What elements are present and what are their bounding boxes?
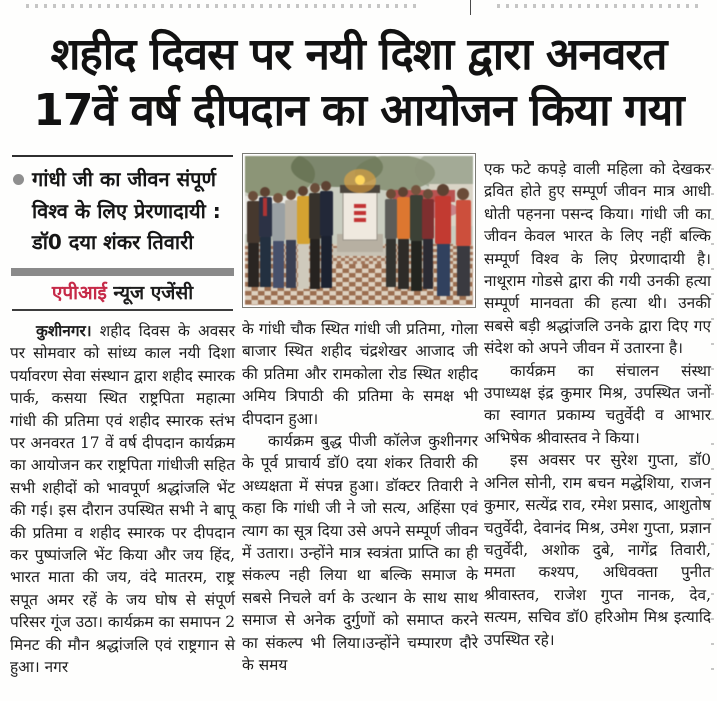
dateline: कुशीनगर। [36,321,92,340]
agency-suffix: न्यूज एजेंसी [106,281,194,304]
paragraph-text: शहीद दिवस के अवसर पर सोमवार को सांध्य काल नयी दिशा पर्यावरण सेवा संस्थान द्वारा शहीद स्मारक पार्क, कसया स्थित राष्ट्रपिता महात्मा गांधी की प्रतिमा एवं शहीद स्मारक स्तंभ पर अनवरत 17 वें वर्ष दीपदान कार्यक्रम का आयोजन कर राष्ट्रपिता गांधीजी सहित सभी शहीदों को भावपूर्ण श्रद्धांजलि भेंट की गई। इस दौरान उपस्थित सभी ने बापू की प्रतिमा व शहीद स्मारक पर दीपदान कर पुष्पांजलि भेंट किया और जय हिंद, भारत माता की जय, वंदे मातरम, राष्ट्र सपूत अमर रहें के जय घोष से संपूर्ण परिसर गूंज उठा। कार्यक्रम का समापन 2 मिनट की मौन श्रद्धांजलि एवं राष्ट्रगान से हुआ। नगर [10,321,235,676]
event-photo [242,153,476,308]
cropped-text-fragments-edge [711,168,714,688]
body-paragraph: के गांधी चौक स्थित गांधी जी प्रतिमा, गोला बाजार स्थित शहीद चंद्रशेखर आजाद जी की प्रतिमा और रामकोला रोड स्थित शहीद अमिय त्रिपाठी की प्रतिमा के समक्ष भी दीपदान हुआ। [242,320,478,428]
body-paragraph: कार्यक्रम बुद्ध पीजी कॉलेज कुशीनगर के पूर्व प्राचार्य डॉ0 दया शंकर तिवारी की अध्यक्षता में संपन्न हुआ। डॉक्टर तिवारी ने कहा कि गांधी जी ने जो सत्य, अहिंसा एवं त्याग का सूत्र दिया उसे अपने सम्पूर्ण जीवन में उतारा। उन्होंने मात्र स्वत्रंता प्राप्ति का ही संकल्प नही लिया था बल्कि समाज के सबसे निचले वर्ग के उत्थान के साथ साथ समाज से अनेक दुर्गुणों को समाप्त करने का संकल्प भी लिया।उन्होंने चम्पारण दौरे के समय [242,432,478,675]
bullet-icon [13,174,24,185]
section-divider-bar [11,268,234,276]
article-subhead [10,164,235,259]
headline-line-1: शहीद दिवस पर नयी दिशा द्वारा अनवरत [50,29,667,80]
news-agency-byline [12,280,233,311]
column-2 [242,153,478,677]
column-divider-line [470,0,471,15]
agency-name: एपीआई [51,281,107,304]
body-paragraph [10,320,235,679]
headline-line-2: 17वें वर्ष दीपदान का आयोजन किया गया [33,85,684,136]
article-headline [0,27,717,139]
body-paragraph: कार्यक्रम का संचालन संस्था उपाध्यक्ष इंद्र कुमार मिश्र, उपस्थित जनों का स्वागत प्रकाम्य चतुर्वेदी व आभार अभिषेक श्रीवास्तव ने किया। [484,361,711,447]
cropped-text-fragments-right [497,4,701,8]
subhead-top-rule [12,155,233,157]
event-photo-graphic [245,156,473,305]
cropped-text-fragments-left [26,4,418,8]
column-1 [10,155,235,678]
body-paragraph: इस अवसर पर सुरेश गुप्ता, डॉ0 अनिल सोनी, राम बचन मद्धेशिया, राजन कुमार, सत्येंद्र राव, रमेश प्रसाद, आशुतोष चतुर्वेदी, देवानंद मिश्र, उमेश गुप्ता, प्रज्ञान चतुर्वेदी, अशोक दुबे, नागेंद्र तिवारी, ममता कश्यप, अधिवक्ता पुनीत श्रीवास्तव, राजेश गुप्त नानक, देव, सत्यम, सचिव डॉ0 हरिओम मिश्र इत्यादि उपस्थित रहे। [484,451,711,649]
column-3 [484,158,711,651]
subhead-text: गांधी जी का जीवन संपूर्ण विश्व के लिए प्रेरणादायी : डॉ0 दया शंकर तिवारी [32,167,221,254]
body-paragraph: एक फटे कपड़े वाली महिला को देखकर द्रवित होते हुए सम्पूर्ण जीवन मात्र आधी धोती पहनना पसन्द किया। गांधी जी का जीवन केवल भारत के लिए नहीं बल्कि सम्पूर्ण विश्व के लिए प्रेरणादायी है। नाथूराम गोडसे द्वारा की गयी उनकी हत्या सम्पूर्ण मानवता की हत्या थी। उनकी सबसे बड़ी श्रद्धांजलि उनके द्वारा दिए गए संदेश को अपने जीवन में उतारना है। [484,160,711,358]
body-paragraphs [242,318,478,677]
